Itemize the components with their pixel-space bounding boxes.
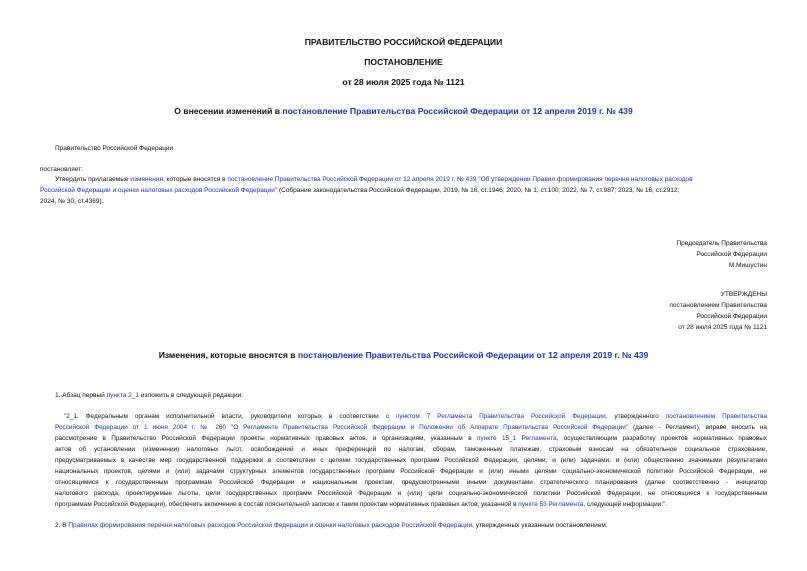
quote-text: , следующей информации:". <box>583 501 668 508</box>
quote-text: программам Российской Федерации), обеспечить включение в состав пояснительной записки к таким проектам нормативных правовых актов, указанной в <box>55 501 519 508</box>
approved-date: от 28 июля 2025 года № 1121 <box>678 324 767 331</box>
item2-text: , утвержденных указанным постановлением: <box>472 522 608 529</box>
decree-439-link[interactable]: постановление Правительства Российской Федерации от 12 апреля 2019 г. № 439 "Об утверждении Правил формирования перечня налоговых расходов <box>227 176 693 183</box>
document-title-link[interactable]: постановление Правительства Российской Федерации от 12 апреля 2019 г. № 439 <box>282 106 633 116</box>
quote-text: , утвержденного <box>605 413 666 420</box>
quote-line-9 <box>55 500 767 511</box>
decree-260-link-cont[interactable]: Российской Федерации от 1 июня 2004 г. № 260 "О Регламенте Правительства Российской Федерации и Положении об Аппарате Правительства Российской Федерации" <box>55 424 629 431</box>
quote-text: , осуществляющим разработку проектов нормативных правовых <box>556 435 768 442</box>
decree-260-link[interactable]: постановлением Правительства <box>665 413 768 420</box>
document-title <box>0 106 807 116</box>
document-type: ПОСТАНОВЛЕНИЕ <box>364 57 443 67</box>
reglament-point-53-link[interactable]: пункте 53 Регламента <box>518 501 584 508</box>
decrees-word: постановляет: <box>40 166 83 173</box>
changes-title-link[interactable]: постановление Правительства Российской Федерации от 12 апреля 2019 г. № 439 <box>297 350 649 360</box>
changes-title-prefix: Изменения, которые вносятся в <box>158 350 298 360</box>
reglament-point-7-link[interactable]: пунктом 7 Регламента Правительства Российской Федерации <box>395 413 606 420</box>
item1-text: изложить в следующей редакции: <box>139 392 244 399</box>
changes-title <box>0 350 807 360</box>
approved-country: Российской Федерации <box>696 313 767 320</box>
quote-line-2 <box>55 423 767 434</box>
para1-text: Утвердить прилагаемые <box>55 176 131 183</box>
rules-link[interactable]: Правилах формирования перечня налоговых расходов Российской Федерации и оценки налоговых расходов Российской Федерации <box>68 522 473 529</box>
quote-line-4: актов об установлении (изменении) налоговых льгот, освобождений и иных преференций по налогам, сборам, таможенным платежам, страховым взносам на обязательное социальное страхование, <box>55 446 767 453</box>
government-heading: ПРАВИТЕЛЬСТВО РОССИЙСКОЙ ФЕДЕРАЦИИ <box>304 37 503 47</box>
approved-heading: УТВЕРЖДЕНЫ <box>720 291 767 298</box>
quote-text: рассмотрение в Правительство Российской Федерации проекты нормативных правовых актов, и организациям, указанным в <box>55 435 478 442</box>
document-date-number: от 28 июля 2025 года № 1121 <box>342 77 465 87</box>
paragraph-1-line-2 <box>40 186 679 196</box>
quote-line-7: относящимися к государственным программам Российской Федерации и национальным проектам, предусмотренными иными документами стратегического планирования (далее соответственно - инициатор <box>55 479 767 486</box>
paragraph-1-line-1 <box>55 175 693 185</box>
quote-text: (далее - Регламент), вправе вносить на <box>628 424 767 431</box>
item2-text: 2. В <box>55 522 69 529</box>
quote-line-3 <box>55 434 767 445</box>
decree-439-link-cont[interactable]: Российской Федерации и оценки налоговых расходов Российской Федерации" <box>40 187 278 194</box>
document-title-prefix: О внесении изменений в <box>174 106 283 116</box>
approved-by: постановлением Правительства <box>669 302 767 309</box>
signature-name: М.Мишустин <box>728 262 767 269</box>
quote-line-5: предусматриваемых в качестве мер государственной поддержки в соответствии с целями государственных программ Российской Федерации, целями, и (или) задачами, и (или) общественно значимыми результатами <box>55 457 767 464</box>
signature-country: Российской Федерации <box>696 251 767 258</box>
quote-line-6: национальных проектов, целями и (или) задачами структурных элементов государственных программ Российской Федерации и (или) иными целями социально-экономической политики Российской Федерации, не <box>55 468 767 475</box>
paragraph-1-line-3: 2024, № 30, ст.4369). <box>40 198 104 205</box>
reglament-point-15-1-link[interactable]: пункте 15_1 Регламента <box>477 435 557 442</box>
item1-text: 1. Абзац первый <box>55 392 107 399</box>
item-1 <box>55 391 243 401</box>
para1-text: (Собрание законодательства Российской Федерации, 2019, № 16, ст.1946; 2020, № 1, ст.100; 2022, № 7, ст.987; 2023, № 16, ст.2912; <box>277 187 680 194</box>
changes-link[interactable]: изменения <box>130 176 163 183</box>
signature-title: Председатель Правительства <box>676 240 767 247</box>
para1-text: , которые вносятся в <box>163 176 228 183</box>
quote-line-1 <box>64 412 767 423</box>
quote-line-8: налогового расхода, проектируемые льготы, цели государственных программ Российской Федерации и (или) цели социально-экономической политики Российской Федерации, не относящиеся к государственным <box>55 490 767 497</box>
item-2 <box>55 521 608 531</box>
point-2-1-link[interactable]: пункта 2_1 <box>106 392 140 399</box>
government-label: Правительство Российской Федерации <box>55 145 174 152</box>
quote-text: "2_1. Федеральным органам исполнительной власти, руководители которых в соответствии с <box>64 413 396 420</box>
